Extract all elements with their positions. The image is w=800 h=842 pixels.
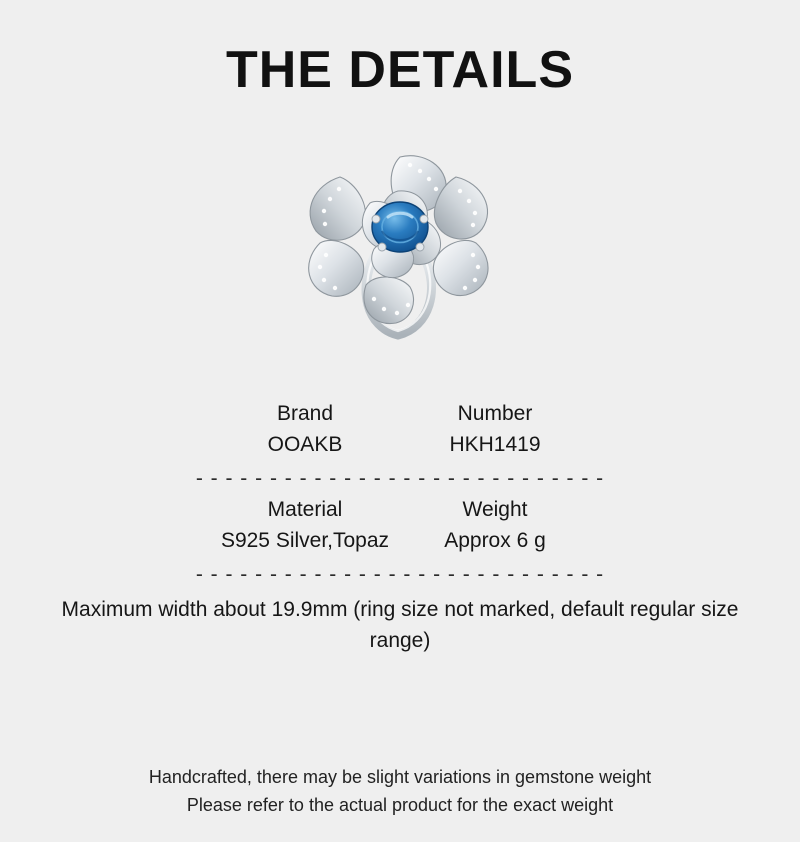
spec-value-number: HKH1419 <box>449 432 541 456</box>
details-page <box>0 42 800 842</box>
spec-value-weight: Approx 6 g <box>444 528 546 552</box>
spec-value-brand: OOAKB <box>267 432 343 456</box>
spec-label-number: Number <box>457 402 533 426</box>
spec-divider-1: - - - - - - - - - - - - - - - - - - - - - - - - - - - - <box>195 467 605 491</box>
spec-header-row-1 <box>0 399 800 429</box>
product-image-area <box>0 139 800 359</box>
spec-value-row-1 <box>0 430 800 460</box>
disclaimer-line-2: Please refer to the actual product for the exact weight <box>186 795 614 816</box>
disclaimer-line-1: Handcrafted, there may be slight variations in gemstone weight <box>148 767 652 788</box>
spec-label-weight: Weight <box>462 498 528 522</box>
page-title: THE DETAILS <box>225 41 575 99</box>
disclaimer <box>0 764 800 820</box>
spec-header-row-2 <box>0 495 800 525</box>
spec-divider-2: - - - - - - - - - - - - - - - - - - - - - - - - - - - - <box>195 563 605 587</box>
spec-table <box>0 399 800 656</box>
size-note: Maximum width about 19.9mm (ring size not marked, default regular size range) <box>61 598 739 652</box>
flower-ring-photo <box>270 139 530 364</box>
spec-label-material: Material <box>267 498 343 522</box>
spec-label-brand: Brand <box>276 402 334 426</box>
spec-value-material: S925 Silver,Topaz <box>220 528 390 552</box>
ring-illustration <box>270 139 530 359</box>
spec-value-row-2 <box>0 526 800 556</box>
